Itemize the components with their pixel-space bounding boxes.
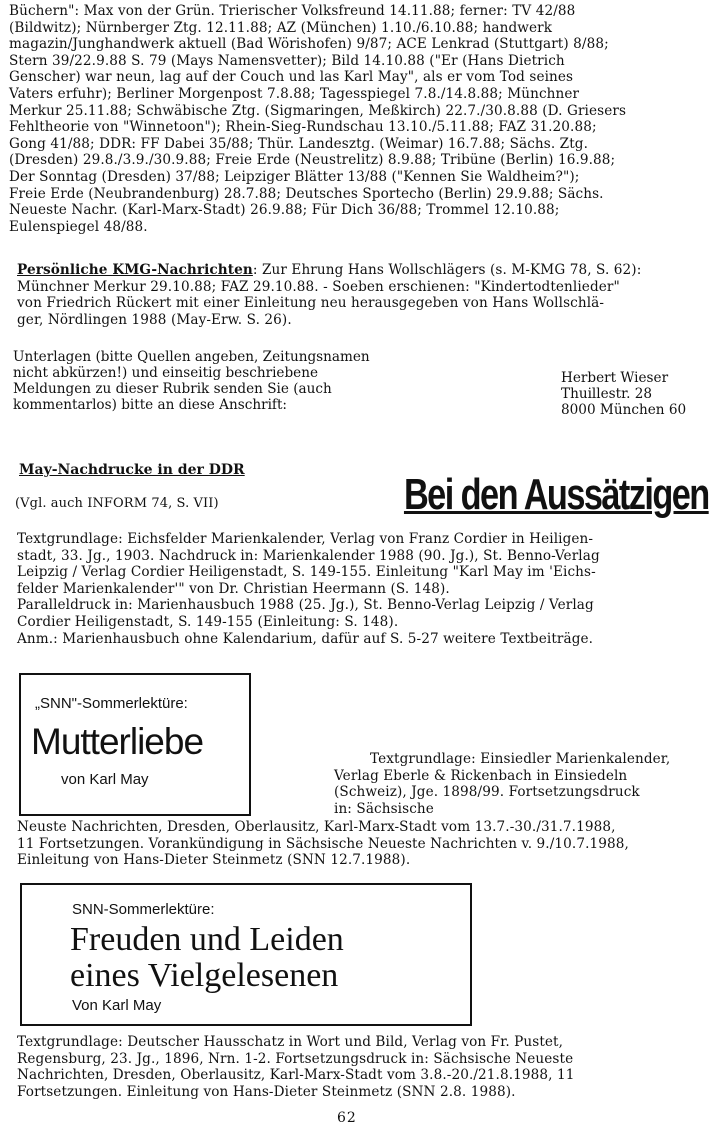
submission-line: Meldungen zu dieser Rubrik senden Sie (auch	[13, 381, 332, 397]
ddr-line: stadt, 33. Jg., 1903. Nachdruck in: Marienkalender 1988 (90. Jg.), St. Benno-Verlag	[17, 547, 600, 564]
kmg-news-block	[17, 262, 701, 328]
ddr-line: Anm.: Marienhausbuch ohne Kalendarium, dafür auf S. 5-27 weitere Textbeiträge.	[17, 630, 594, 647]
kmg-heading: Persönliche KMG-Nachrichten	[17, 262, 253, 278]
ddr-line: Textgrundlage: Eichsfelder Marienkalender, Verlag von Franz Cordier in Heiligen-	[17, 531, 594, 547]
press-line: Neueste Nachr. (Karl-Marx-Stadt) 26.9.88; Für Dich 36/88; Trommel 12.10.88;	[9, 202, 560, 219]
clipping1-source-full	[17, 819, 701, 869]
press-line: Büchern": Max von der Grün. Trierischer Volksfreund 14.11.88; ferner: TV 42/88	[9, 3, 576, 19]
clipping-title-line: eines Vielgelesenen	[70, 957, 339, 994]
press-line: Freie Erde (Neubrandenburg) 28.7.88; Deutsches Sportecho (Berlin) 29.9.88; Sächs.	[9, 185, 604, 202]
press-line: Fehltheorie von "Winnetoon"); Rhein-Sieg-Rundschau 13.10./5.11.88; FAZ 31.20.88;	[9, 119, 597, 136]
submission-line: nicht abkürzen!) und einseitig beschriebene	[13, 365, 319, 381]
press-line: (Dresden) 29.8./3.9./30.9.88; Freie Erde (Neustrelitz) 8.9.88; Tribüne (Berlin) 16.9.88;	[9, 152, 616, 169]
clipping1-line: 11 Fortsetzungen. Vorankündigung in Sächsische Neueste Nachrichten v. 9./10.7.1988,	[17, 835, 629, 852]
kmg-line: von Friedrich Rückert mit einer Einleitung neu herausgegeben von Hans Wollschlä-	[17, 295, 605, 312]
ddr-line: felder Marienkalender'" von Dr. Christian Heermann (S. 148).	[17, 580, 450, 597]
press-line: (Bildwitz); Nürnberger Ztg. 12.11.88; AZ (München) 1.10./6.10.88; handwerk	[9, 19, 553, 36]
clipping2-line: Regensburg, 23. Jg., 1896, Nrn. 1-2. Fortsetzungsdruck in: Sächsische Neueste	[17, 1050, 574, 1067]
kmg-line: ger, Nördlingen 1988 (May-Erw. S. 26).	[17, 311, 292, 328]
submission-line: Unterlagen (bitte Quellen angeben, Zeitungsnamen	[13, 349, 370, 365]
ddr-line: Leipzig / Verlag Cordier Heiligenstadt, S. 149-155. Einleitung "Karl May im 'Eichs-	[17, 564, 596, 581]
ddr-section-heading: May-Nachdrucke in der DDR	[19, 462, 245, 478]
press-line: Merkur 25.11.88; Schwäbische Ztg. (Sigmaringen, Meßkirch) 22.7./30.8.88 (D. Griesers	[9, 102, 627, 119]
clipping2-source	[17, 1034, 701, 1100]
clipping-title-line: Freuden und Leiden	[70, 921, 344, 958]
clipping-title: Mutterliebe	[31, 721, 204, 762]
press-line: Stern 39/22.9.88 S. 79 (Mays Namensvetter); Bild 14.10.88 ("Er (Hans Dietrich	[9, 52, 565, 69]
ddr-line: Cordier Heiligenstadt, S. 149-155 (Einleitung: S. 148).	[17, 613, 399, 630]
clipping2-line: Fortsetzungen. Einleitung von Hans-Dieter Steinmetz (SNN 2.8. 1988).	[17, 1083, 516, 1100]
press-line: Genscher) war neun, lag auf der Couch und las Karl May", als er vom Tod seines	[9, 69, 574, 86]
clipping1-line: Textgrundlage: Einsiedler Marienkalender,	[370, 751, 671, 767]
clipping-byline: Von Karl May	[72, 997, 162, 1014]
press-line: Eulenspiegel 48/88.	[9, 218, 148, 235]
address-line: Herbert Wieser	[561, 370, 669, 386]
clipping1-line: in: Sächsische	[334, 800, 434, 817]
clipping1-line: (Schweiz), Jge. 1898/99. Fortsetzungsdruck	[334, 784, 640, 801]
clipping-title-aussaetzigen: Bei den Aussätzigen	[404, 470, 709, 519]
submission-line: kommentarlos) bitte an diese Anschrift:	[13, 397, 287, 413]
clipping2-line: Textgrundlage: Deutscher Hausschatz in Wort und Bild, Verlag von Fr. Pustet,	[17, 1034, 564, 1050]
clipping-overline: „SNN"-Sommerlektüre:	[35, 695, 188, 712]
press-line: Vaters erfuhr); Berliner Morgenpost 7.8.88; Tagesspiegel 7.8./14.8.88; Münchner	[9, 85, 580, 102]
press-mentions-block	[9, 3, 701, 235]
press-line: Der Sonntag (Dresden) 37/88; Leipziger Blätter 13/88 ("Kennen Sie Waldheim?");	[9, 168, 580, 185]
clipping-overline: SNN-Sommerlektüre:	[72, 901, 215, 918]
press-line: magazin/Junghandwerk aktuell (Bad Wörishofen) 9/87; ACE Lenkrad (Stuttgart) 8/88;	[9, 36, 609, 53]
page-number: 62	[337, 1110, 357, 1126]
clipping1-line: Neuste Nachrichten, Dresden, Oberlausitz, Karl-Marx-Stadt vom 13.7.-30./31.7.1988,	[17, 819, 616, 835]
kmg-first-line	[17, 262, 701, 279]
clipping-box-freuden-und-leiden	[20, 883, 472, 1026]
submission-instructions	[13, 349, 370, 413]
clipping-box-mutterliebe	[19, 673, 251, 816]
submission-address	[561, 370, 686, 418]
clipping1-source-right	[334, 751, 701, 817]
kmg-first-line-text: : Zur Ehrung Hans Wollschlägers (s. M-KMG 78, S. 62):	[252, 262, 642, 278]
address-line: 8000 München 60	[561, 402, 687, 418]
ddr-paragraph	[17, 531, 701, 647]
clipping1-line: Einleitung von Hans-Dieter Steinmetz (SNN 12.7.1988).	[17, 852, 411, 869]
press-line: Gong 41/88; DDR: FF Dabei 35/88; Thür. Landesztg. (Weimar) 16.7.88; Sächs. Ztg.	[9, 135, 589, 152]
clipping-byline: von Karl May	[61, 771, 149, 788]
address-line: Thuillestr. 28	[561, 386, 653, 402]
clipping1-line: Verlag Eberle & Rickenbach in Einsiedeln	[334, 767, 628, 784]
ddr-line: Paralleldruck in: Marienhausbuch 1988 (25. Jg.), St. Benno-Verlag Leipzig / Verlag	[17, 597, 594, 614]
kmg-line: Münchner Merkur 29.10.88; FAZ 29.10.88. - Soeben erschienen: "Kindertodtenlieder"	[17, 278, 620, 295]
clipping2-line: Nachrichten, Dresden, Oberlausitz, Karl-Marx-Stadt vom 3.8.-20./21.8.1988, 11	[17, 1067, 575, 1084]
ddr-subnote: (Vgl. auch INFORM 74, S. VII)	[15, 496, 219, 511]
